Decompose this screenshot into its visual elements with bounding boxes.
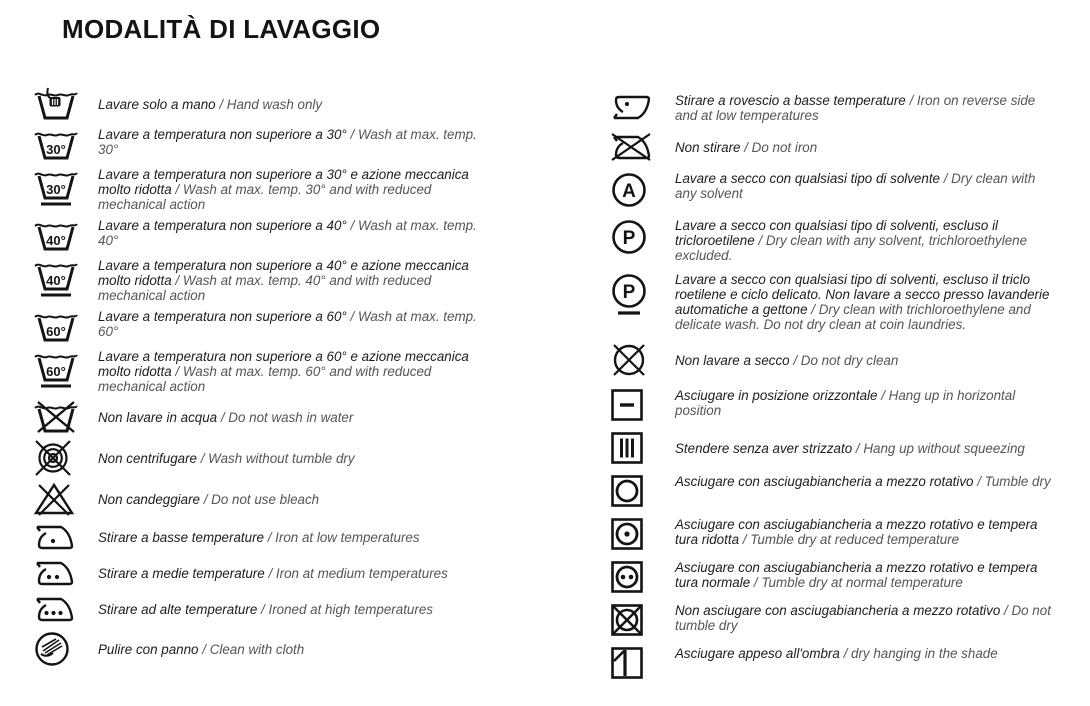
svg-text:60°: 60° [46,364,66,379]
care-row [610,272,1062,332]
iron-low-icon [33,522,98,552]
page-title: MODALITÀ DI LAVAGGIO [62,14,381,44]
label-italian: Lavare a secco con qualsiasi tipo di solventi, escluso il tricloroetilene [675,218,999,248]
care-row [610,171,1062,209]
label-italian: Lavare a temperatura non superiore a 30° [98,127,347,142]
care-row [610,132,1062,162]
label-english: / Tumble dry [977,474,1051,489]
care-symbols-table [0,87,1090,680]
label-italian: Asciugare con asciugabiancheria a mezzo rotativo e tempera tura ridotta [675,517,1038,547]
wash-30-icon [33,127,98,161]
label-italian: Lavare solo a mano [98,96,216,112]
iron-medium-icon [33,558,98,588]
svg-text:P: P [622,228,636,249]
care-row [33,594,493,624]
care-row [33,482,493,516]
label-english: / Wash at max. temp. 30° and with reduced mechanical action [98,182,432,212]
do-not-spin-icon [33,440,98,476]
label-italian: Stendere senza aver strizzato [675,440,853,456]
care-row [33,167,493,212]
label-english: / Hang up without squeezing [855,440,1025,456]
right-column [610,87,1062,680]
label-italian: Lavare a temperatura non superiore a 60° e azione meccanica molto ridotta [98,349,469,379]
svg-text:40°: 40° [46,233,66,248]
label-english: / Dry clean with any solvent, trichloroethylene excluded. [675,233,1028,263]
svg-text:30°: 30° [46,142,66,157]
care-row [33,400,493,434]
label-english: / Do not tumble dry [675,603,1051,633]
label-italian: Lavare a temperatura non superiore a 40° e azione meccanica molto ridotta [98,258,469,288]
wash-60-reduced-icon [33,349,98,389]
label-english: / Hand wash only [219,96,323,112]
label-italian: Stirare ad alte temperature [98,601,258,617]
care-row [610,218,1062,263]
label-english: / Do not dry clean [793,352,899,368]
label-english: / Wash at max. temp. 30° [98,127,477,157]
label-italian: Lavare a temperatura non superiore a 40° [98,218,347,233]
label-italian: Asciugare in posizione orizzontale [675,388,878,403]
care-row [610,93,1062,123]
label-italian: Stirare a rovescio a basse temperature [675,93,906,108]
label-english: / Wash at max. temp. 60° [98,309,477,339]
label-english: / Dry clean with any solvent [675,171,1036,201]
svg-text:40°: 40° [46,273,66,288]
care-row [610,517,1062,551]
label-english: / Do not use bleach [203,491,320,507]
care-row [610,560,1062,594]
dry-flat-icon [610,388,675,422]
dry-clean-p-delicate-icon [610,272,675,316]
wash-40-reduced-icon [33,258,98,298]
label-english: / Hang up in horizontal position [675,388,1016,418]
care-row [610,646,1062,680]
care-row [33,218,493,252]
label-english: / dry hanging in the shade [843,646,998,661]
iron-reverse-icon [610,93,675,123]
label-english: / Dry clean with trichloroethylene and delicate wash. Do not dry clean at coin laundries. [675,302,1031,332]
care-row [610,388,1062,422]
care-row [33,522,493,552]
label-english: / Wash at max. temp. 40° and with reduced mechanical action [98,273,432,303]
label-english: / Do not wash in water [220,409,354,425]
label-english: / Do not iron [744,139,818,155]
iron-high-icon [33,594,98,624]
label-italian: Lavare a temperatura non superiore a 30° e azione meccanica molto ridotta [98,167,469,197]
care-row [33,630,493,668]
care-row [610,603,1062,637]
care-row [33,349,493,394]
label-italian: Lavare a temperatura non superiore a 60° [98,309,347,324]
clean-with-cloth-icon [33,630,98,668]
label-english: / Iron on reverse side and at low temperatures [675,93,1036,123]
label-italian: Pulire con panno [98,641,199,657]
label-italian: Asciugare con asciugabiancheria a mezzo rotativo e tempera tura normale [675,560,1038,590]
label-italian: Asciugare appeso all'ombra [675,646,840,661]
do-not-iron-icon [610,132,675,162]
label-english: / Iron at low temperatures [267,529,420,545]
care-row [33,87,493,121]
label-italian: Stirare a medie temperature [98,565,265,581]
label-english: / Wash at max. temp. 40° [98,218,477,248]
care-row [610,474,1062,508]
label-italian: Stirare a basse temperature [98,529,264,545]
label-english: / Iron at medium temperatures [268,565,448,581]
care-row [33,258,493,303]
care-row [610,431,1062,465]
svg-text:30°: 30° [46,182,66,197]
wash-40-icon [33,218,98,252]
label-english: / Ironed at high temperatures [261,601,433,617]
do-not-dry-clean-icon [610,341,675,379]
care-row [33,309,493,343]
hand-wash-icon [33,87,98,121]
label-english: / Tumble dry at normal temperature [753,575,963,590]
do-not-wash-icon [33,400,98,434]
tumble-dry-reduced-icon [610,517,675,551]
svg-text:60°: 60° [46,324,66,339]
svg-text:P: P [622,282,636,303]
label-english: / Clean with cloth [202,641,305,657]
care-row [33,440,493,476]
dry-clean-any-solvent-icon [610,171,675,209]
label-italian: Non stirare [675,139,741,155]
label-italian: Lavare a secco con qualsiasi tipo di solventi, escluso il triclo roetilene e ciclo delicato. Non lavare a secco presso lavanderie automatiche a gettone [675,272,1050,317]
label-english: / Wash at max. temp. 60° and with reduced mechanical action [98,364,432,394]
label-italian: Non centrifugare [98,450,197,466]
left-column [33,87,493,680]
label-english: / Tumble dry at reduced temperature [742,532,960,547]
dry-in-shade-icon [610,646,675,680]
svg-text:A: A [622,181,636,202]
label-italian: Non asciugare con asciugabiancheria a mezzo rotativo [675,603,1001,618]
label-italian: Asciugare con asciugabiancheria a mezzo rotativo [675,474,974,489]
tumble-dry-normal-icon [610,560,675,594]
wash-60-icon [33,309,98,343]
care-row [33,127,493,161]
dry-clean-p-icon [610,218,675,256]
wash-30-reduced-icon [33,167,98,207]
tumble-dry-icon [610,474,675,508]
care-row [33,558,493,588]
care-row [610,341,1062,379]
label-english: / Wash without tumble dry [200,450,355,466]
label-italian: Non candeggiare [98,491,200,507]
do-not-bleach-icon [33,482,98,516]
label-italian: Lavare a secco con qualsiasi tipo di solvente [675,171,940,186]
drip-dry-icon [610,431,675,465]
label-italian: Non lavare a secco [675,352,790,368]
label-italian: Non lavare in acqua [98,409,218,425]
do-not-tumble-dry-icon [610,603,675,637]
